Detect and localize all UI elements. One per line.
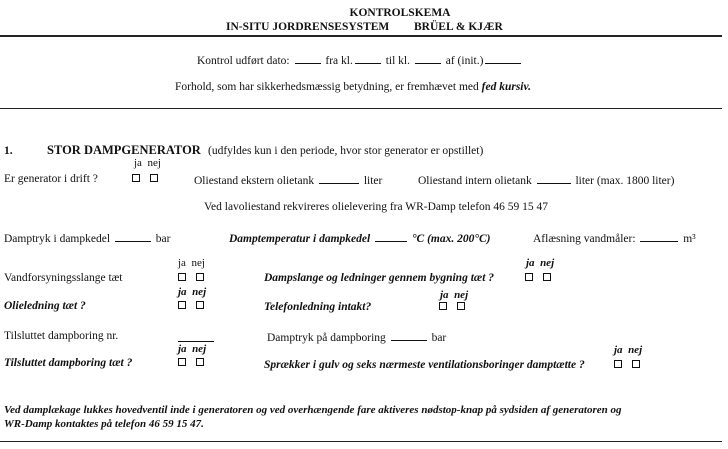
section-note: (udfyldes kun i den periode, hvor stor generator er opstillet): [208, 145, 484, 157]
external-oil-field[interactable]: [319, 173, 359, 184]
steam-hose-label: Dampslange og ledninger gennem bygning tæt ?: [264, 272, 495, 284]
header-rule: [0, 35, 722, 37]
boiler-pressure-row: [4, 231, 170, 245]
steam-hose-yes-checkbox[interactable]: [525, 273, 533, 281]
oil-line-yes-checkbox[interactable]: [178, 301, 186, 309]
internal-oil-unit: liter (max. 1800 liter): [575, 175, 675, 187]
yes-label: ja: [440, 289, 449, 301]
connected-borehole-label: Tilsluttet dampboring nr.: [4, 330, 119, 342]
boiler-temp-label: Damptemperatur i dampkedel: [229, 233, 371, 245]
warning-line-2: WR-Damp kontaktes på telefon 46 59 15 47.: [4, 418, 204, 430]
form-title: KONTROLSKEMA: [349, 7, 451, 19]
connected-borehole-field[interactable]: [178, 330, 214, 342]
internal-oil-row: [418, 173, 674, 187]
boiler-temp-row: [229, 231, 490, 245]
cracks-boxes: [609, 358, 645, 370]
internal-oil-field[interactable]: [537, 173, 571, 184]
initials-label: af (init.): [445, 55, 484, 67]
low-oil-notice: Ved lavoliestand rekvireres olielevering fra WR-Damp telefon 46 59 15 47: [204, 201, 549, 213]
phone-line-yes-checkbox[interactable]: [439, 302, 447, 310]
water-hose-boxes: [173, 271, 209, 283]
borehole-tight-label: Tilsluttet dampboring tæt ?: [4, 357, 133, 369]
phone-line-no-checkbox[interactable]: [457, 302, 465, 310]
date-field[interactable]: [295, 53, 321, 64]
borehole-pressure-unit: bar: [431, 332, 447, 344]
footer-rule: [0, 441, 722, 442]
water-meter-unit: m³: [683, 233, 696, 245]
safety-note-emphasis: fed kursiv.: [481, 81, 532, 93]
control-date-label: Kontrol udført dato:: [197, 55, 290, 67]
internal-oil-label: Oliestand intern olietank: [418, 175, 532, 187]
cracks-no-checkbox[interactable]: [632, 360, 640, 368]
boiler-pressure-field[interactable]: [115, 231, 151, 242]
yes-label: ja: [178, 257, 186, 269]
yes-label: ja: [134, 157, 142, 169]
boiler-pressure-unit: bar: [155, 233, 171, 245]
oil-line-no-checkbox[interactable]: [196, 301, 204, 309]
external-oil-label: Oliestand ekstern olietank: [194, 175, 315, 187]
borehole-tight-boxes: [173, 356, 209, 368]
oil-line-label: Olieledning tæt ?: [4, 300, 86, 312]
no-label: nej: [192, 343, 207, 355]
yes-label: ja: [614, 344, 623, 356]
external-oil-unit: liter: [363, 175, 383, 187]
generator-running-yes-checkbox[interactable]: [132, 174, 140, 182]
yes-label: ja: [178, 343, 187, 355]
from-time-label: fra kl.: [325, 55, 353, 67]
cracks-yes-checkbox[interactable]: [614, 360, 622, 368]
section-title: STOR DAMPGENERATOR: [47, 143, 201, 157]
section-number: 1.: [4, 145, 13, 157]
steam-hose-no-checkbox[interactable]: [543, 273, 551, 281]
from-time-field[interactable]: [355, 53, 381, 64]
generator-running-label: Er generator i drift ?: [4, 173, 98, 185]
no-label: nej: [454, 289, 469, 301]
generator-running-no-checkbox[interactable]: [150, 174, 158, 182]
boiler-temp-unit: °C (max. 200°C): [411, 233, 491, 245]
yes-label: ja: [526, 257, 535, 269]
phone-line-label: Telefonledning intakt?: [264, 301, 372, 313]
safety-note-text: Forhold, som har sikkerhedsmæssig betydning, er fremhævet med: [175, 81, 479, 93]
borehole-tight-yes-checkbox[interactable]: [178, 358, 186, 366]
no-label: nej: [147, 157, 161, 169]
company-name: BRÜEL & KJÆR: [414, 21, 503, 33]
to-time-label: til kl.: [385, 55, 410, 67]
warning-line-1: Ved damplækage lukkes hovedventil inde i generatoren og ved overhængende fare aktiveres nødstop-knap på sydsiden af generatoren og: [4, 404, 622, 416]
yes-no-header-1: [134, 157, 161, 169]
boiler-temp-field[interactable]: [375, 231, 407, 242]
generator-running-boxes: [127, 172, 163, 184]
system-name: IN-SITU JORDRENSESYSTEM: [226, 21, 390, 33]
external-oil-row: [194, 173, 382, 187]
steam-hose-boxes: [520, 271, 556, 283]
no-label: nej: [628, 344, 643, 356]
yes-no-header-6a: [178, 343, 206, 355]
borehole-pressure-row: [267, 330, 446, 344]
borehole-tight-no-checkbox[interactable]: [196, 358, 204, 366]
boiler-pressure-label: Damptryk i dampkedel: [4, 233, 111, 245]
control-rule: [0, 108, 722, 109]
phone-line-boxes: [434, 300, 470, 312]
yes-no-header-3b: [526, 257, 554, 269]
water-hose-label: Vandforsyningsslange tæt: [4, 272, 123, 284]
initials-field[interactable]: [485, 53, 521, 64]
water-hose-no-checkbox[interactable]: [196, 273, 204, 281]
cracks-label: Sprækker i gulv og seks nærmeste ventilationsboringer damptætte ?: [264, 359, 585, 371]
control-line: [197, 53, 523, 67]
water-meter-row: [533, 231, 696, 245]
borehole-pressure-field[interactable]: [391, 330, 427, 341]
no-label: nej: [192, 286, 207, 298]
borehole-pressure-label: Damptryk på dampboring: [267, 332, 386, 344]
no-label: nej: [540, 257, 555, 269]
yes-label: ja: [178, 286, 187, 298]
yes-no-header-6b: [614, 344, 642, 356]
yes-no-header-4a: [178, 286, 206, 298]
oil-line-boxes: [173, 299, 209, 311]
water-hose-yes-checkbox[interactable]: [178, 273, 186, 281]
no-label: nej: [191, 257, 205, 269]
water-meter-field[interactable]: [640, 231, 678, 242]
water-meter-label: Aflæsning vandmåler:: [533, 233, 636, 245]
yes-no-header-3a: [178, 257, 205, 269]
safety-note: [175, 81, 531, 93]
to-time-field[interactable]: [415, 53, 441, 64]
